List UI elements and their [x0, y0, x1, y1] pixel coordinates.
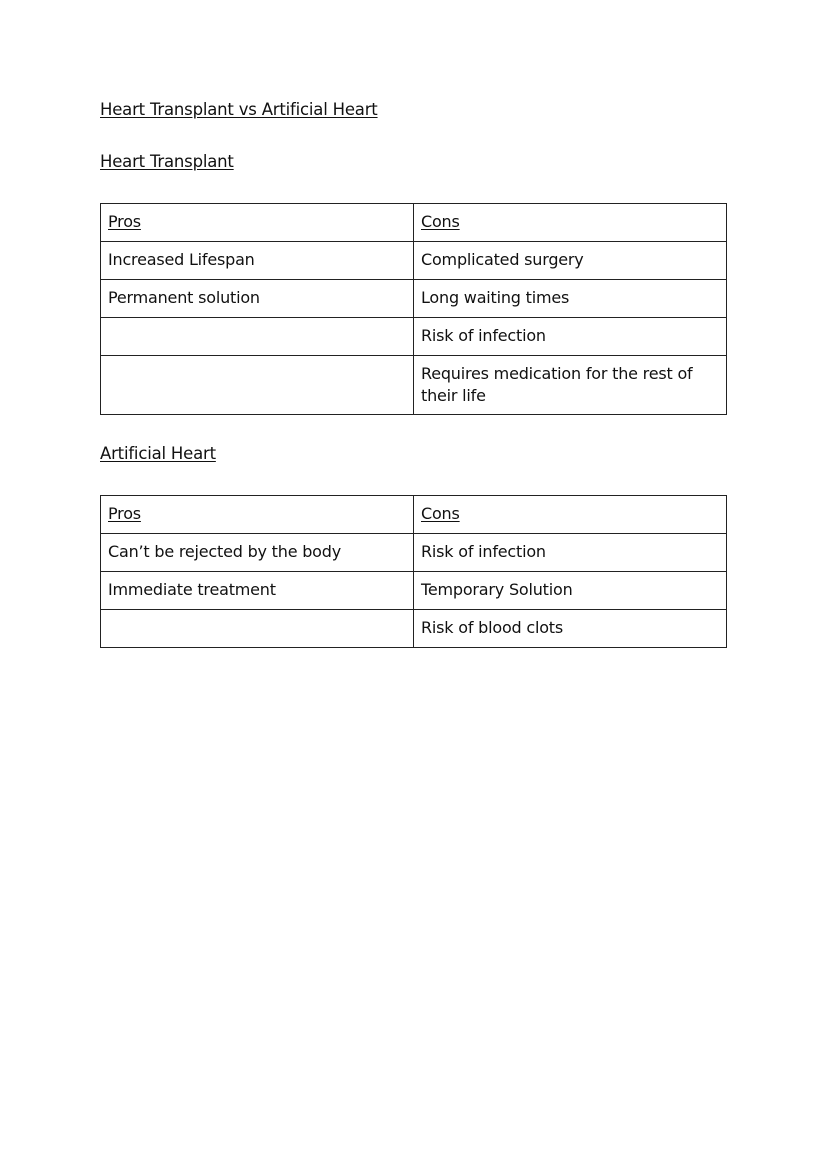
pros-cell: Increased Lifespan: [101, 242, 414, 280]
header-pros-label: Pros: [108, 212, 141, 231]
header-cell-cons: [414, 204, 727, 242]
table-row: [101, 534, 727, 572]
table-row: [101, 610, 727, 648]
document-title: Heart Transplant vs Artificial Heart: [100, 100, 378, 119]
heart-transplant-table: [100, 203, 727, 415]
cons-cell: Risk of infection: [414, 318, 727, 356]
header-cell-pros: [101, 496, 414, 534]
pros-cell: [101, 318, 414, 356]
table-row: [101, 242, 727, 280]
header-pros-label: Pros: [108, 504, 141, 523]
artificial-heart-table: [100, 495, 727, 648]
table-row: [101, 356, 727, 415]
pros-cell: Immediate treatment: [101, 572, 414, 610]
header-cell-pros: [101, 204, 414, 242]
cons-cell: Risk of infection: [414, 534, 727, 572]
table-header-row: [101, 496, 727, 534]
pros-cell: Can’t be rejected by the body: [101, 534, 414, 572]
cons-cell: Complicated surgery: [414, 242, 727, 280]
table-row: [101, 280, 727, 318]
table-row: [101, 318, 727, 356]
cons-cell: Requires medication for the rest of their life: [414, 356, 727, 415]
header-cons-label: Cons: [421, 504, 460, 523]
section-heading-heart-transplant: Heart Transplant: [100, 152, 234, 171]
cons-cell: Long waiting times: [414, 280, 727, 318]
pros-cell: Permanent solution: [101, 280, 414, 318]
cons-cell: Risk of blood clots: [414, 610, 727, 648]
pros-cell: [101, 610, 414, 648]
section-heading-artificial-heart: Artificial Heart: [100, 444, 216, 463]
table-row: [101, 572, 727, 610]
header-cons-label: Cons: [421, 212, 460, 231]
pros-cell: [101, 356, 414, 415]
header-cell-cons: [414, 496, 727, 534]
cons-cell: Temporary Solution: [414, 572, 727, 610]
table-header-row: [101, 204, 727, 242]
